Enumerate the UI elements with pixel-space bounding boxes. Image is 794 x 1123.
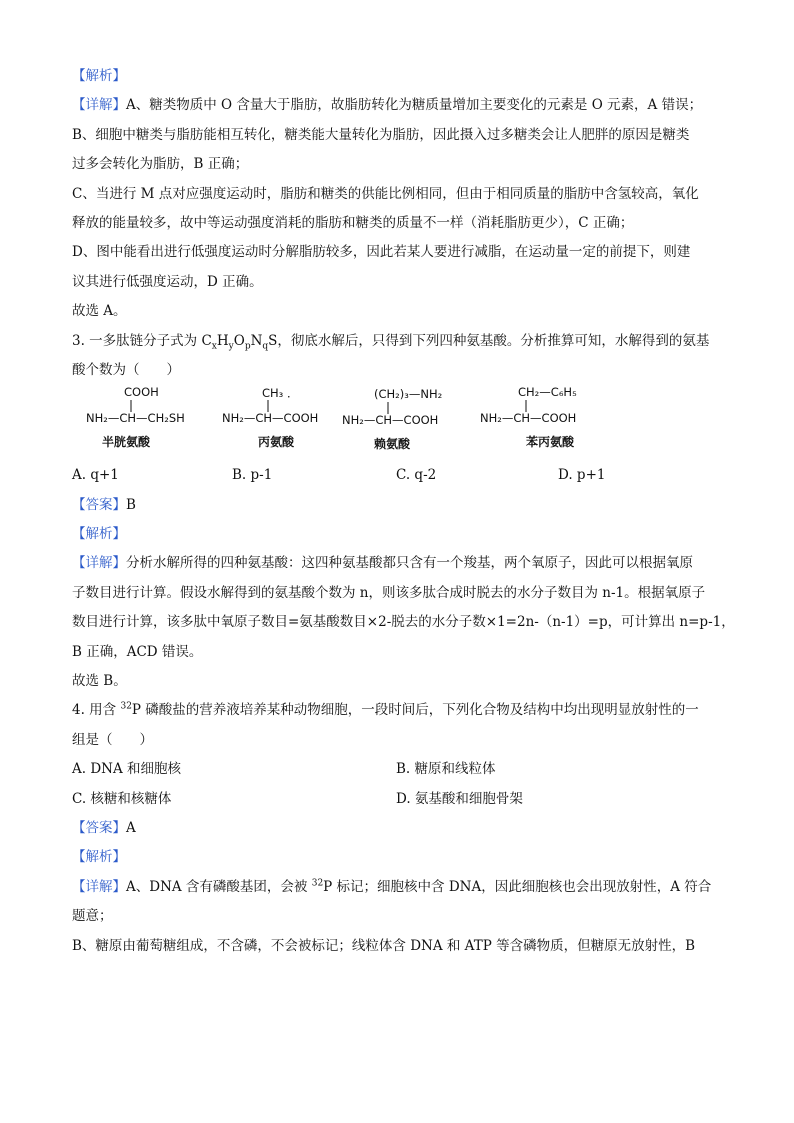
q3-answer — [72, 491, 722, 520]
answer-value: B — [126, 496, 136, 513]
analysis-heading: 【解析】 — [72, 68, 126, 84]
detail-text: 分析水解所得的四种氨基酸：这四种氨基酸都只含有一个羧基，两个氧原子，因此可以根据氧原 — [126, 555, 693, 572]
detail-tag: 【详解】 — [72, 555, 126, 572]
q3-option-d[interactable]: D. p+1 — [558, 467, 606, 484]
prev-detail-d2: 议其进行低强度运动，D 正确。 — [72, 273, 263, 290]
amino-acid-name: 丙氨酸 — [258, 435, 295, 450]
q4-options-row1 — [72, 755, 722, 784]
q4-stem-1 — [72, 696, 722, 725]
sub-y: y — [228, 341, 234, 352]
q3-detail-3: 数目进行计算，该多肽中氧原子数目=氨基酸数目×2-脱去的水分子数×1=2n-（n-1）=p，可计算出 n=p-1， — [72, 614, 735, 631]
answer-tag: 【答案】 — [72, 496, 126, 513]
q4-stem-rest: P 磷酸盐的营养液培养某种动物细胞，一段时间后，下列化合物及结构中均出现明显放射性的一 — [131, 702, 699, 719]
side-group: CH₂—C₆H₅ — [518, 385, 577, 400]
q3-stem-1 — [72, 327, 722, 356]
answer-value: A — [126, 819, 136, 836]
q3-detail-2: 子数目进行计算。假设水解得到的氨基酸个数为 n，则该多肽合成时脱去的水分子数目为 n-1。根据氧原子 — [72, 584, 706, 601]
amino-acid-lysine — [342, 385, 472, 457]
q3-stem-part: 3. 一多肽链分子式为 C — [72, 332, 212, 349]
q4-option-d[interactable]: D. 氨基酸和细胞骨架 — [396, 790, 523, 807]
q3-detail-4: B 正确，ACD 错误。 — [72, 643, 203, 660]
sub-q: q — [262, 341, 269, 352]
sub-p: p — [244, 341, 251, 352]
amino-acid-name: 赖氨酸 — [374, 437, 411, 452]
q4-answer — [72, 814, 722, 843]
backbone: NH₂—CH—CH₂SH — [86, 411, 185, 426]
prev-detail-c2: 释放的能量较多，故中等运动强度消耗的脂肪和糖类的质量不一样（消耗脂肪更少），C 正确； — [72, 214, 634, 231]
prev-detail-d1: D、图中能看出进行低强度运动时分解脂肪较多，因此若某人要进行减脂，在运动量一定的前提下，则建 — [72, 244, 691, 261]
backbone: NH₂—CH—COOH — [342, 413, 439, 428]
detail-text: A、DNA 含有磷酸基团，会被 — [126, 878, 312, 895]
prev-choose: 故选 A。 — [72, 303, 127, 320]
q3-choose: 故选 B。 — [72, 673, 127, 690]
amino-acid-phenylalanine — [480, 385, 610, 457]
isotope-sup: 32 — [120, 701, 132, 712]
q4-analysis-heading: 【解析】 — [72, 849, 126, 866]
q4-stem-2: 组是（ ） — [72, 731, 153, 748]
q4-detail-3: B、糖原由葡萄糖组成，不含磷，不会被标记；线粒体含 DNA 和 ATP 等含磷物质，但糖原无放射性，B — [72, 937, 695, 954]
q4-option-b[interactable]: B. 糖原和线粒体 — [396, 761, 496, 778]
q3-stem-2: 酸个数为（ ） — [72, 361, 180, 378]
q3-option-a[interactable]: A. q+1 — [72, 467, 119, 484]
prev-detail-b1: B、细胞中糖类与脂肪能相互转化，糖类能大量转化为脂肪，因此摄入过多糖类会让人肥胖的原因是糖类 — [72, 126, 690, 143]
q4-option-c[interactable]: C. 核糖和核糖体 — [72, 790, 172, 807]
document-page — [72, 62, 735, 961]
q3-option-c[interactable]: C. q-2 — [396, 467, 437, 484]
q3-detail-1 — [72, 549, 722, 578]
amino-acid-name: 半胱氨酸 — [102, 435, 151, 450]
backbone: NH₂—CH—COOH — [480, 411, 577, 426]
isotope-sup: 32 — [311, 878, 324, 889]
side-group: CH₃ ． — [262, 386, 299, 401]
side-group: COOH — [124, 385, 159, 400]
amino-acid-cysteine — [86, 385, 226, 457]
detail-tag: 【详解】 — [72, 878, 126, 895]
detail-text-rest: P 标记；细胞核中含 DNA，因此细胞核也会出现放射性，A 符合 — [323, 878, 712, 895]
sub-x: x — [211, 341, 217, 352]
q4-options-row2 — [72, 785, 722, 814]
q3-options — [72, 461, 722, 490]
amino-acid-name: 苯丙氨酸 — [526, 435, 575, 450]
amino-acid-alanine — [222, 385, 342, 457]
q4-detail-1 — [72, 873, 722, 902]
q3-option-b[interactable]: B. p-1 — [232, 467, 273, 484]
formula-o: O — [233, 332, 245, 349]
q4-option-a[interactable]: A. DNA 和细胞核 — [72, 761, 182, 778]
q4-detail-2: 题意； — [72, 908, 113, 925]
prev-detail-c1: C、当进行 M 点对应强度运动时，脂肪和糖类的供能比例相同，但由于相同质量的脂肪中含氢较高，氧化 — [72, 185, 699, 202]
answer-tag: 【答案】 — [72, 819, 126, 836]
prev-detail-a — [72, 91, 722, 120]
detail-text: A、糖类物质中 O 含量大于脂肪，故脂肪转化为糖质量增加主要变化的元素是 O 元素，A 错误； — [126, 97, 703, 114]
backbone: NH₂—CH—COOH — [222, 411, 319, 426]
detail-tag: 【详解】 — [72, 97, 126, 114]
q3-stem-rest: S，彻底水解后，只得到下列四种氨基酸。分析推算可知，水解得到的氨基 — [268, 332, 710, 349]
q3-analysis-heading: 【解析】 — [72, 526, 126, 543]
amino-acid-structures — [72, 385, 722, 457]
q4-stem-part: 4. 用含 — [72, 702, 121, 719]
prev-detail-b2: 过多会转化为脂肪，B 正确； — [72, 156, 249, 173]
formula-h: H — [216, 332, 229, 349]
side-group: (CH₂)₃—NH₂ — [374, 387, 443, 402]
formula-n: N — [250, 332, 263, 349]
